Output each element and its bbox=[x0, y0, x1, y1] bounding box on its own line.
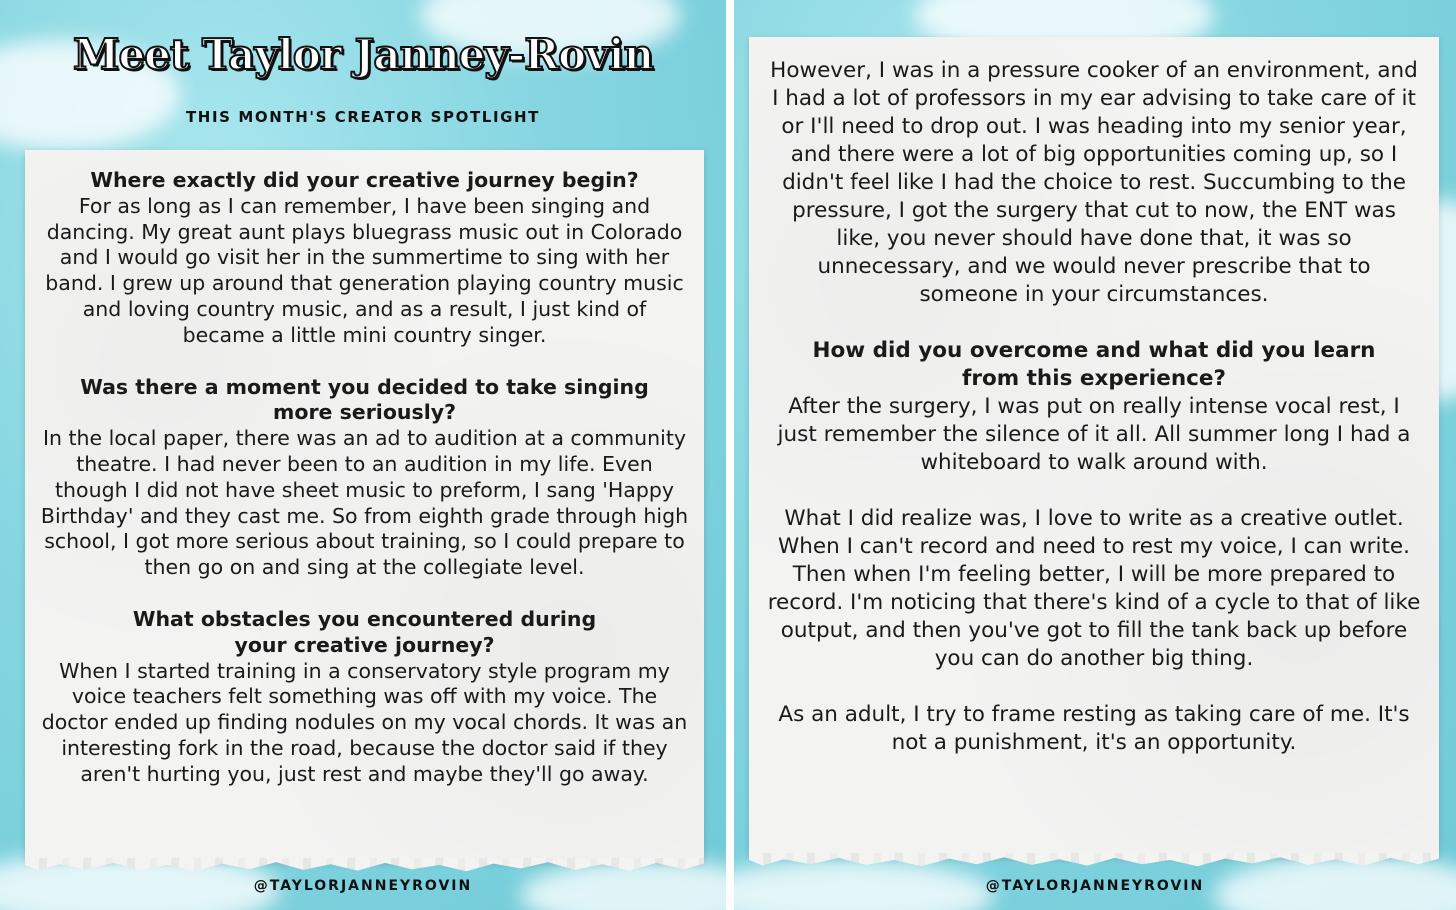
answer-text: However, I was in a pressure cooker of an environment, and I had a lot of professors in my ear advising to take care of it or I'll need to drop out. I was heading into my senior year, and there were a lot of big opportunities coming up, so I didn't feel like I had the choice to rest. Succumbing to the pressure, I got the surgery that cut to now, the ENT was like, you never should have done that, it was so unnecessary, and we would never prescribe that to someone in your circumstances. bbox=[770, 58, 1418, 307]
page-subtitle: THIS MONTH'S CREATOR SPOTLIGHT bbox=[185, 108, 541, 126]
answer-text: As an adult, I try to frame resting as taking care of me. It's not a punishment, it's an opportunity. bbox=[778, 702, 1410, 755]
page-title: Meet Taylor Janney-Rovin bbox=[72, 30, 654, 79]
question-heading: How did you overcome and what did you learn from this experience? bbox=[812, 338, 1376, 391]
answer-text: When I started training in a conservatory style program my voice teachers felt something was off with my voice. The doctor ended up finding nodules on my vocal chords. It was an interesting fork in the road, because the doctor said if they aren't hurting you, just rest and maybe they'll go away. bbox=[41, 658, 688, 786]
social-handle: @TAYLORJANNEYROVIN bbox=[985, 878, 1205, 894]
answer-text: After the surgery, I was put on really intense vocal rest, I just remember the silence of it all. All summer long I had a whiteboard to walk around with. bbox=[777, 394, 1411, 475]
interview-content-left bbox=[25, 168, 704, 788]
paper-card-right bbox=[749, 37, 1439, 857]
paper-card-left bbox=[25, 150, 704, 862]
social-handle: @TAYLORJANNEYROVIN bbox=[253, 878, 473, 894]
question-heading: Was there a moment you decided to take singing more seriously? bbox=[80, 374, 649, 425]
interview-content-right bbox=[749, 57, 1439, 757]
question-heading: Where exactly did your creative journey begin? bbox=[90, 168, 639, 192]
answer-text: In the local paper, there was an ad to audition at a community theatre. I had never been to an audition in my life. Even though I did not have sheet music to preform, I sang 'Happy Birthday' and they cast me. So from eighth grade through high school, I got more serious about training, so I could prepare to then go on and sing at the collegiate level. bbox=[40, 426, 689, 580]
answer-text: What I did realize was, I love to write as a creative outlet. When I can't record and need to rest my voice, I can write. Then when I'm feeling better, I will be more prepared to record. I'm noticing that there's kind of a cycle to that of like output, and then you've got to fill the tank back up before you can do another big thing. bbox=[767, 506, 1421, 671]
right-panel bbox=[734, 0, 1456, 910]
left-panel bbox=[0, 0, 726, 910]
question-heading: What obstacles you encountered during your creative journey? bbox=[132, 606, 597, 657]
answer-text: For as long as I can remember, I have been singing and dancing. My great aunt plays bluegrass music out in Colorado and I would go visit her in the summertime to sing with her band. I grew up around that generation playing country music and loving country music, and as a result, I just kind of became a little mini country singer. bbox=[45, 193, 684, 347]
